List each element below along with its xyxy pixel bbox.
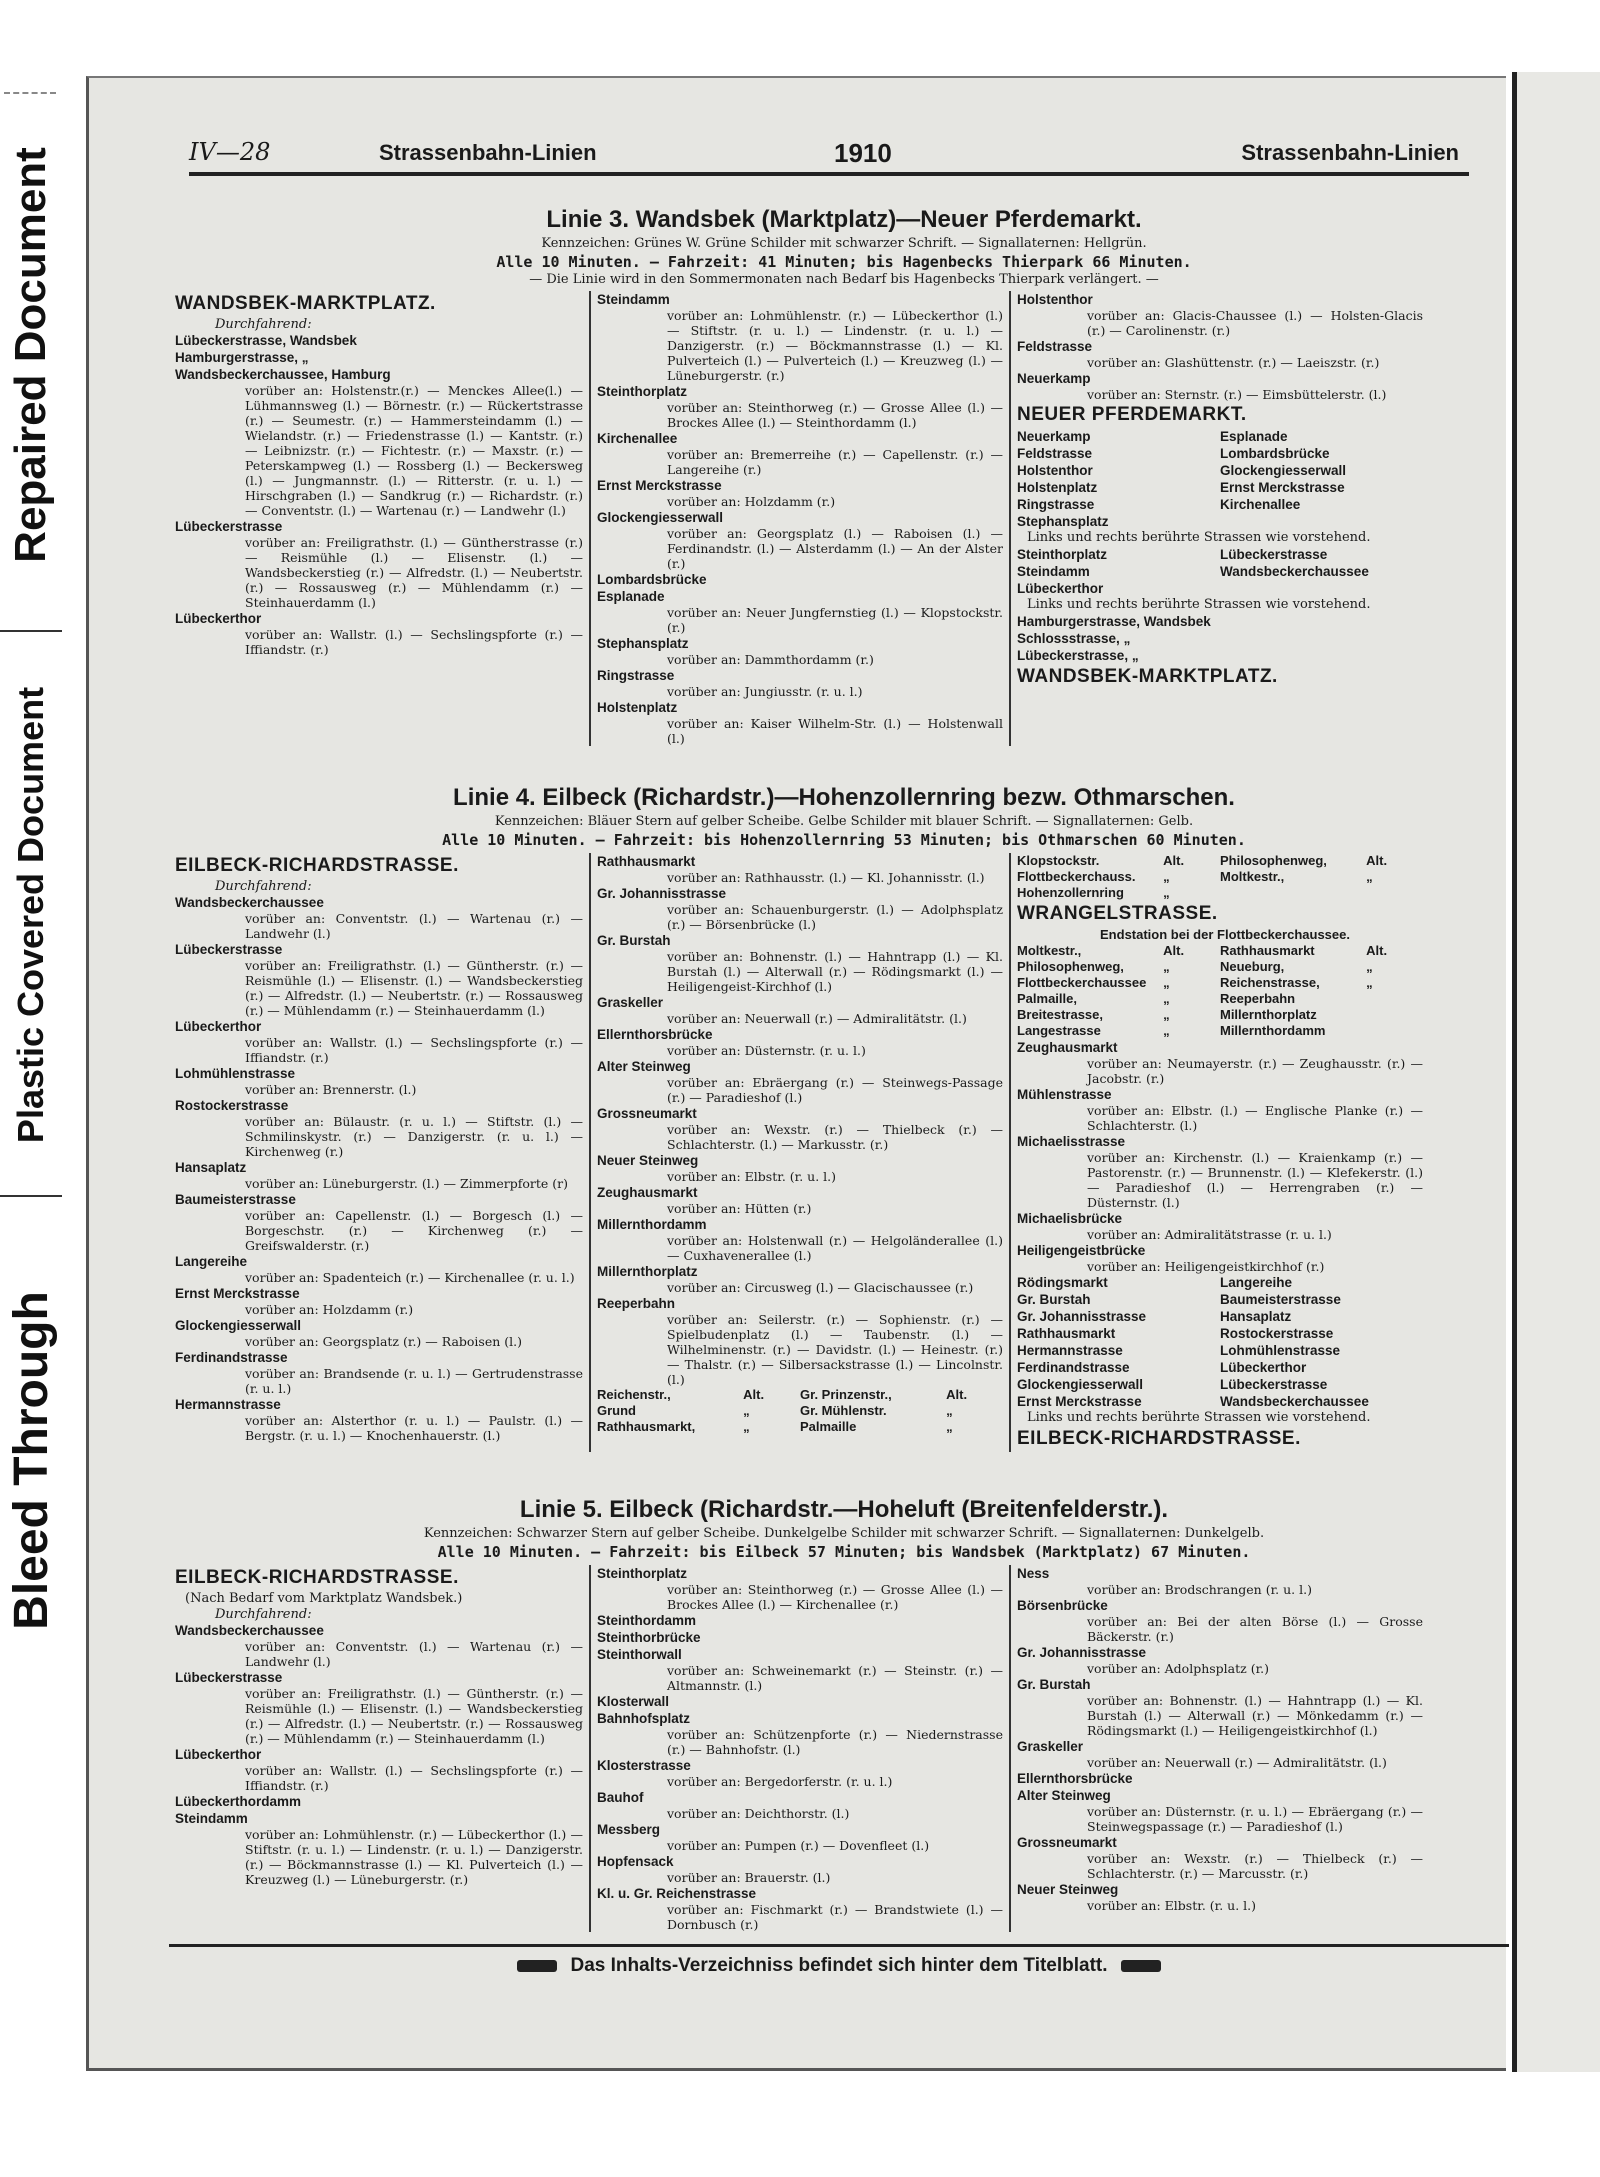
via-text: vorüber an: Dammthordamm (r.) [667, 652, 874, 667]
alt-row: Hohenzollernring „ [1017, 885, 1170, 900]
street: Feldstrasse [1017, 339, 1093, 354]
via-text: vorüber an: Glacis-Chaussee (l.) — Holsten-Glacis (r.) — Carolinenstr. (r.) [1087, 308, 1423, 338]
nach-bedarf-note: (Nach Bedarf vom Marktplatz Wandsbek.) [185, 1591, 463, 1606]
alt-row: Rathhausmarkt, „ Palmaille „ [597, 1419, 953, 1434]
street: Hansaplatz [175, 1160, 247, 1175]
via-text: vorüber an: Bülaustr. (r. u. l.) — Stiftstr. (l.) — Schmilinskystr. (r.) — Danzigerstr. (r. u. l.) — Kirchenweg (r.) [245, 1114, 583, 1159]
header-year: 1910 [834, 138, 892, 168]
linie-4-kennzeichen: Kennzeichen: Bläuer Stern auf gelber Scheibe. Gelbe Schilder mit blauer Schrift. — Signallaternen: Gelb. [494, 814, 1194, 829]
page-header [189, 138, 1469, 176]
via-text: vorüber an: Rathhausstr. (l.) — Kl. Johannisstr. (l.) [667, 870, 985, 885]
street: Kirchenallee [597, 431, 678, 446]
street: Grossneumarkt [597, 1106, 697, 1121]
street: Steinthordamm [597, 1613, 697, 1628]
via-text: vorüber an: Georgsplatz (r.) — Raboisen (l.) [245, 1334, 522, 1349]
adjacent-page-edge [1512, 72, 1600, 2072]
street: Lübeckerthordamm [175, 1794, 302, 1809]
street: Bauhof [597, 1790, 644, 1805]
linie-4-section [169, 784, 1519, 1452]
via-text: vorüber an: Elbstr. (r. u. l.) [1087, 1898, 1257, 1913]
via-text: vorüber an: Freiligrathstr. (l.) — Güntherstr. (r.) — Reismühle (l.) — Elisenstr. (l.) — Wandsbeckerstieg (r.) — Alfredstr. (l.) — Neubertstr. (r.) — Rossausweg (r.) — Mühlendamm (r.) — Steinhauerdamm (l.) [245, 958, 583, 1018]
via-text: vorüber an: Lohmühlenstr. (r.) — Lübeckerthor (l.) — Stiftstr. (r. u. l.) — Lindenstr. (r. u. l.) — Danzigerstr. (r.) — Böckmannstrasse (l.) — Kl. Pulverteich (l.) — Pulverteich (l.) — Kreuzweg (l.) — Lüneburgerstr. (r.) [667, 308, 1003, 383]
via-text: vorüber an: Brandsende (r. u. l.) — Gertrudenstrasse (r. u. l.) [245, 1366, 583, 1396]
street: Wandsbeckerchaussee, Hamburg [175, 367, 391, 382]
linie-3-col-2 [589, 291, 1009, 746]
via-text: vorüber an: Wallstr. (l.) — Sechslingspforte (r.) — Iffiandstr. (r.) [245, 1035, 583, 1065]
street: Lübeckerstrasse [175, 519, 283, 534]
via-text: vorüber an: Steinthorweg (r.) — Grosse Allee (l.) — Brockes Allee (l.) — Steinthordamm (l.) [667, 400, 1003, 430]
via-text: vorüber an: Georgsplatz (l.) — Raboisen (l.) — Ferdinandstr. (l.) — Alsterdamm (l.) — An der Alster (r.) [667, 526, 1003, 571]
via-text: vorüber an: Bei der alten Börse (l.) — Grosse Bäckerstr. (r.) [1087, 1614, 1423, 1644]
street: Neuer Steinweg [597, 1153, 699, 1168]
via-text: vorüber an: Hütten (r.) [667, 1201, 812, 1216]
street: Ellernthorsbrücke [1017, 1771, 1133, 1786]
street: Glockengiesserwall [175, 1318, 302, 1333]
street: Messberg [597, 1822, 661, 1837]
via-text: vorüber an: Wallstr. (l.) — Sechslingspforte (r.) — Iffiandstr. (r.) [245, 1763, 583, 1793]
street: Zeughausmarkt [597, 1185, 698, 1200]
street: Hamburgerstrasse, „ [175, 350, 309, 365]
via-text: vorüber an: Lohmühlenstr. (r.) — Lübeckerthor (l.) — Stiftstr. (r. u. l.) — Lindenstr. (r. u. l.) — Danzigerstr. (r.) — Böckmannstrasse (l.) — Kl. Pulverteich (l.) — Kreuzweg (l.) — Lüneburgerstr. (r.) [245, 1827, 583, 1887]
street: Neuerkamp [1017, 371, 1091, 386]
street: Kl. u. Gr. Reichenstrasse [597, 1886, 757, 1901]
street: Lübeckerstrasse, Wandsbek [175, 333, 357, 348]
linie-3-columns [169, 291, 1519, 746]
via-text: vorüber an: Fischmarkt (r.) — Brandstwiete (l.) — Dornbusch (r.) [667, 1902, 1003, 1932]
via-text: vorüber an: Capellenstr. (l.) — Borgesch (l.) — Borgeschstr. (r.) — Kirchenweg (r.) — Greifswalderstr. (r.) [245, 1208, 583, 1253]
alt-row: Klopstockstr. Alt. Philosophenweg, Alt. [1017, 853, 1388, 868]
durchfahrend-label: Durchfahrend: [215, 317, 312, 332]
street: Heiligengeistbrücke [1017, 1243, 1146, 1258]
linie-5-title: Linie 5. Eilbeck (Richardstr.—Hoheluft (Breitenfelderstr.). [519, 1496, 1169, 1523]
street: Steindamm [175, 1811, 248, 1826]
street: Lübeckerthor [175, 1019, 262, 1034]
header-title-right: Strassenbahn-Linien [1241, 140, 1459, 165]
terminus-name: WANDSBEK-MARKTPLATZ. [175, 293, 436, 314]
endstation-note: Endstation bei der Flottbeckerchaussee. [1100, 927, 1350, 942]
linie-4-columns [169, 853, 1519, 1452]
alt-row: Flottbeckerchauss. „ Moltkestr., „ [1017, 869, 1373, 884]
header-title-left: Strassenbahn-Linien [379, 140, 597, 165]
via-text: vorüber an: Jungiusstr. (r. u. l.) [667, 684, 863, 699]
return-pairs: Neuerkamp Esplanade Feldstrasse Lombardsbrücke Holstenthor Glockengiesserwall Holstenplatz Ernst Merckstrasse Ringstrasse Kirchenallee Stephansplatz [1017, 429, 1347, 529]
via-text: vorüber an: Brodschrangen (r. u. l.) [1087, 1582, 1312, 1597]
linie-3-note: — Die Linie wird in den Sommermonaten nach Bedarf bis Hagenbecks Thierpark verlängert. — [529, 272, 1159, 287]
via-text: vorüber an: Wallstr. (l.) — Sechslingspforte (r.) — Iffiandstr. (r.) [245, 627, 583, 657]
via-text: vorüber an: Elbstr. (l.) — Englische Planke (r.) — Schlachterstr. (l.) [1087, 1103, 1423, 1133]
street: Steinthorbrücke [597, 1630, 701, 1645]
linie-4-col-3: Klopstockstr. Alt. Philosophenweg, Alt. Flottbeckerchauss. „ Moltkestr., „ Hohenzollernring „ WRANGELSTRASSE. Endstation bei der Flottbeckerchaussee. Moltkestr., Alt. Rathhausmarkt Alt. Philosophenweg, „ Neueburg, „ Flottbeckerchaussee „ Reichenstrasse, „ Palmaille, „ Reeperbahn Breitestrasse, „ Millernthorplatz Langestrasse „ Millernthordamm Zeughausmarkt vorüber an: Neumayerstr. (r.) — Zeughausstr. (r.) — Jacobstr. (r.) Mühlenstrasse vorüber an: Elbstr. (l.) — Englische Planke (r.) — Schlachterstr. (l.) Michaelisstrasse vorüber an: Kirchenstr. (l.) — Kraienkamp (r.) — Pastorenstr. (r.) — Brunnenstr. (l.) — Klefekerstr. (l.) — Paradieshof (l.) — Herrengraben (r.) — Düsternstr. (l.) Michaelisbrücke vorüber an: Admiralitätstrasse (r. u. l.) Heiligengeistbrücke vorüber an: Heiligengeistkirchhof (r.) Rödingsmarkt Langereihe Gr. Burstah Baumeisterstrasse Gr. Johannisstrasse Hansaplatz Rathhausmarkt Rostockerstrasse Hermannstrasse Lohmühlenstrasse Ferdinandstrasse Lübeckerthor Glockengiesserwall Lübeckerstrasse Ernst Merckstrasse Wandsbeckerchaussee Links und rechts berührte Strassen wie vorstehend. EILBECK-RICHARDSTRASSE. [1009, 853, 1429, 1452]
via-text: vorüber an: Glashüttenstr. (r.) — Laeiszstr. (r.) [1087, 355, 1380, 370]
linie-5-frequency: Alle 10 Minuten. — Fahrzeit: bis Eilbeck 57 Minuten; bis Wandsbek (Marktplatz) 67 Minuten. [437, 1543, 1251, 1561]
via-text: vorüber an: Holstenwall (r.) — Helgoländerallee (l.) — Cuxhavenerallee (l.) [667, 1233, 1003, 1263]
via-text: vorüber an: Wexstr. (r.) — Thielbeck (r.) — Schlachterstr. (r.) — Marcusstr. (r.) [1087, 1851, 1423, 1881]
side-label-bleed: Bleed Through [4, 1290, 58, 1630]
linie-5-col-3 [1009, 1565, 1429, 1932]
street: Stephansplatz [597, 636, 689, 651]
street: Alter Steinweg [597, 1059, 691, 1074]
via-text: vorüber an: Neumayerstr. (r.) — Zeughausstr. (r.) — Jacobstr. (r.) [1087, 1056, 1423, 1086]
street: Lübeckerthor [175, 1747, 262, 1762]
alt-row: Flottbeckerchaussee „ Reichenstrasse, „ [1017, 975, 1373, 990]
street: Rathhausmarkt [597, 854, 696, 869]
street: Lübeckerthor [175, 611, 262, 626]
street: Baumeisterstrasse [175, 1192, 296, 1207]
via-text: vorüber an: Freiligrathstr. (l.) — Güntherstr. (r.) — Reismühle (l.) — Elisenstr. (l.) — Wandsbeckerstieg (r.) — Alfredstr. (l.) — Neubertstr. (r.) — Rossausweg (r.) — Mühlendamm (r.) — Steinhauerdamm (l.) [245, 1686, 583, 1746]
via-text: vorüber an: Holzdamm (r.) [667, 494, 836, 509]
links-rechts-note: Links und rechts berührte Strassen wie vorstehend. [1027, 530, 1371, 545]
street: Millernthorplatz [597, 1264, 698, 1279]
street: Neuer Steinweg [1017, 1882, 1119, 1897]
street: Reeperbahn [597, 1296, 676, 1311]
street: Rostockerstrasse [175, 1098, 289, 1113]
pointing-hand-icon [517, 1960, 557, 1972]
street: Alter Steinweg [1017, 1788, 1111, 1803]
via-text: vorüber an: Bergedorferstr. (r. u. l.) [667, 1774, 893, 1789]
via-text: vorüber an: Bohnenstr. (l.) — Hahntrapp (l.) — Kl. Burstah (l.) — Alterwall (r.) — Mönkedamm (r.) — Rödingsmarkt (l.) — Heiligengeistkirchhof (l.) [1087, 1693, 1423, 1738]
linie-3-kennzeichen: Kennzeichen: Grünes W. Grüne Schilder mit schwarzer Schrift. — Signallaternen: Hellgrün. [541, 236, 1147, 251]
street: Klosterwall [597, 1694, 670, 1709]
alt-row: Langestrasse „ Millernthordamm [1017, 1023, 1326, 1038]
via-text: vorüber an: Alsterthor (r. u. l.) — Paulstr. (l.) — Bergstr. (r. u. l.) — Knochenhauerstr. (l.) [245, 1413, 583, 1443]
street: Langereihe [175, 1254, 248, 1269]
via-text: vorüber an: Holzdamm (r.) [245, 1302, 414, 1317]
via-text: vorüber an: Schauenburgerstr. (l.) — Adolphsplatz (r.) — Börsenbrücke (l.) [667, 902, 1003, 932]
street: Hamburgerstrasse, Wandsbek [1017, 614, 1211, 629]
via-text: vorüber an: Spadenteich (r.) — Kirchenallee (r. u. l.) [245, 1270, 575, 1285]
durchfahrend-label: Durchfahrend: [215, 1607, 312, 1622]
linie-5-columns [169, 1565, 1519, 1932]
alt-row: Palmaille, „ Reeperbahn [1017, 991, 1296, 1006]
alt-row: Reichenstr., Alt. Gr. Prinzenstr., Alt. [597, 1387, 968, 1402]
linie-5-col-2 [589, 1565, 1009, 1932]
linie-3-col-3: Holstenthor vorüber an: Glacis-Chaussee (l.) — Holsten-Glacis (r.) — Carolinenstr. (r.) Feldstrasse vorüber an: Glashüttenstr. (r.) — Laeiszstr. (r.) Neuerkamp vorüber an: Sternstr. (r.) — Eimsbüttelerstr. (l.) NEUER PFERDEMARKT. Neuerkamp Esplanade Feldstrasse Lombardsbrücke Holstenthor Glockengiesserwall Holstenplatz Ernst Merckstrasse Ringstrasse Kirchenallee Stephansplatz Links und rechts berührte Strassen wie vorstehend. Steinthorplatz Lübeckerstrasse Steindamm Wandsbeckerchaussee Lübeckerthor Links und rechts berührte Strassen wie vorstehend. Hamburgerstrasse, Wandsbek Schlossstrasse, „ Lübeckerstrasse, „ WANDSBEK-MARKTPLATZ. [1009, 291, 1429, 746]
street: Glockengiesserwall [597, 510, 724, 525]
street: Holstenplatz [597, 700, 678, 715]
street: Lübeckerstrasse [175, 1670, 283, 1685]
street: Michaelisstrasse [1017, 1134, 1126, 1149]
street: Graskeller [597, 995, 664, 1010]
footer-text: Das Inhalts-Verzeichniss befindet sich hinter dem Titelblatt. [570, 1955, 1108, 1976]
terminus-name: EILBECK-RICHARDSTRASSE. [175, 855, 459, 876]
via-text: vorüber an: Düsternstr. (r. u. l.) — Ebräergang (r.) — Steinwegspassage (r.) — Paradieshof (l.) [1087, 1804, 1423, 1834]
via-text: vorüber an: Bohnenstr. (l.) — Hahntrapp (l.) — Kl. Burstah (l.) — Alterwall (r.) — Rödingsmarkt (l.) — Heiligengeist-Kirchhof (l.) [667, 949, 1003, 994]
terminus-name: WRANGELSTRASSE. [1017, 903, 1218, 924]
via-text: vorüber an: Deichthorstr. (l.) [667, 1806, 850, 1821]
via-text: vorüber an: Holstenstr.(r.) — Menckes Allee(l.) — Lühmannsweg (l.) — Börnestr. (r.) — Rückertstrasse (r.) — Seumestr. (r.) — Hammersteindamm (l.) — Wielandstr. (r.) — Friedenstrasse (l.) — Kantstr. (r.) — Leibnizstr. (r.) — Fichtestr. (r.) — Maxstr. (r.) — Peterskampweg (l.) — Rossberg (l.) — Beckersweg (l.) — Jungmannstr. (l.) — Ritterstr. (r. u. l.) — Hirschgraben (l.) — Sandkrug (r.) — Richardstr. (r.) — Conventstr. (l.) — Wartenau (r.) — Landwehr (l.) [245, 383, 583, 518]
via-text: vorüber an: Schützenpforte (r.) — Niedernstrasse (r.) — Bahnhofstr. (l.) [667, 1727, 1003, 1757]
terminus-name: EILBECK-RICHARDSTRASSE. [1017, 1428, 1301, 1449]
street: Ernst Merckstrasse [175, 1286, 300, 1301]
linie-4-frequency: Alle 10 Minuten. — Fahrzeit: bis Hohenzollernring 53 Minuten; bis Othmarschen 60 Minuten. [442, 831, 1246, 849]
alt-row: Moltkestr., Alt. Rathhausmarkt Alt. [1017, 943, 1388, 958]
via-text: vorüber an: Lüneburgerstr. (l.) — Zimmerpforte (r) [245, 1176, 569, 1191]
street: Schlossstrasse, „ [1017, 631, 1131, 646]
street: Millernthordamm [597, 1217, 707, 1232]
via-text: vorüber an: Neuerwall (r.) — Admiralitätstr. (l.) [1087, 1755, 1387, 1770]
via-text: vorüber an: Brauerstr. (l.) [667, 1870, 831, 1885]
terminus-name: NEUER PFERDEMARKT. [1017, 404, 1247, 425]
via-text: vorüber an: Admiralitätstrasse (r. u. l.) [1087, 1227, 1332, 1242]
via-text: vorüber an: Steinthorweg (r.) — Grosse Allee (l.) — Brockes Allee (l.) — Kirchenallee (r.) [667, 1582, 1003, 1612]
street: Mühlenstrasse [1017, 1087, 1112, 1102]
via-text: vorüber an: Neuerwall (r.) — Admiralitätstr. (l.) [667, 1011, 967, 1026]
street: Steinthorplatz [597, 1566, 687, 1581]
via-text: vorüber an: Pumpen (r.) — Dovenfleet (l.) [667, 1838, 930, 1853]
street: Hopfensack [597, 1854, 674, 1869]
street: Steinthorwall [597, 1647, 682, 1662]
via-text: vorüber an: Adolphsplatz (r.) [1087, 1661, 1270, 1676]
street: Ringstrasse [597, 668, 675, 683]
street: Gr. Burstah [1017, 1677, 1091, 1692]
street: Steindamm [597, 292, 670, 307]
street: Lohmühlenstrasse [175, 1066, 296, 1081]
street: Holstenthor [1017, 292, 1093, 307]
via-text: vorüber an: Elbstr. (r. u. l.) [667, 1169, 837, 1184]
via-text: vorüber an: Conventstr. (l.) — Wartenau (r.) — Landwehr (l.) [245, 1639, 583, 1669]
street: Hermannstrasse [175, 1397, 281, 1412]
side-labels [0, 80, 62, 1720]
street: Michaelisbrücke [1017, 1211, 1123, 1226]
via-text: vorüber an: Freiligrathstr. (l.) — Güntherstrasse (r.) — Reismühle (l.) — Elisenstr. (l.) — Wandsbeckerstieg (r.) — Alfredstr. (l.) — Neubertstr. (r.) — Rossausweg (r.) — Mühlendamm (r.) — Steinhauerdamm (l.) [245, 535, 583, 610]
street: Wandsbeckerchaussee [175, 1623, 324, 1638]
page-number: IV—28 [189, 138, 271, 166]
via-text: vorüber an: Kaiser Wilhelm-Str. (l.) — Holstenwall (l.) [667, 716, 1003, 746]
terminus-name: EILBECK-RICHARDSTRASSE. [175, 1567, 459, 1588]
via-text: vorüber an: Wexstr. (r.) — Thielbeck (r.) — Schlachterstr. (l.) — Markusstr. (r.) [667, 1122, 1003, 1152]
street: Lombardsbrücke [597, 572, 707, 587]
linie-3-title: Linie 3. Wandsbek (Marktplatz)—Neuer Pferdemarkt. [546, 206, 1142, 233]
linie-5-kennzeichen: Kennzeichen: Schwarzer Stern auf gelber Scheibe. Dunkelgelbe Schilder mit schwarzer Schrift. — Signallaternen: Dunkelgelb. [423, 1526, 1265, 1541]
street: Börsenbrücke [1017, 1598, 1108, 1613]
street: Bahnhofsplatz [597, 1711, 690, 1726]
street: Gr. Johannisstrasse [1017, 1645, 1147, 1660]
linie-5-section [169, 1496, 1519, 1932]
alt-row: Grund „ Gr. Mühlenstr. „ [597, 1403, 953, 1418]
via-text: vorüber an: Neuer Jungfernstieg (l.) — Klopstockstr. (r.) [667, 605, 1003, 635]
street: Ernst Merckstrasse [597, 478, 722, 493]
via-text: vorüber an: Seilerstr. (r.) — Sophienstr. (r.) — Spielbudenplatz (l.) — Taubenstr. (l.) — Wilhelminenstr. (r.) — Davidstr. (l.) — Heinestr. (r.) — Thalstr. (r.) — Silbersackstrasse (l.) — Lincolnstr. (l.) [667, 1312, 1003, 1387]
street: Grossneumarkt [1017, 1835, 1117, 1850]
street: Wandsbeckerchaussee [175, 895, 324, 910]
street: Zeughausmarkt [1017, 1040, 1118, 1055]
via-text: vorüber an: Düsternstr. (r. u. l.) [667, 1043, 866, 1058]
street: Lübeckerstrasse [175, 942, 283, 957]
via-text: vorüber an: Sternstr. (r.) — Eimsbüttelerstr. (l.) [1087, 387, 1387, 402]
street: Lübeckerstrasse, „ [1017, 648, 1139, 663]
via-text: vorüber an: Brennerstr. (l.) [245, 1082, 417, 1097]
links-rechts-note: Links und rechts berührte Strassen wie vorstehend. [1027, 1410, 1371, 1425]
via-text: vorüber an: Conventstr. (l.) — Wartenau (r.) — Landwehr (l.) [245, 911, 583, 941]
linie-3-col-1 [169, 291, 589, 746]
scanned-page [86, 76, 1506, 2071]
street: Gr. Johannisstrasse [597, 886, 727, 901]
linie-4-title: Linie 4. Eilbeck (Richardstr.)—Hohenzollernring bezw. Othmarschen. [453, 784, 1235, 811]
alt-row: Philosophenweg, „ Neueburg, „ [1017, 959, 1373, 974]
street: Graskeller [1017, 1739, 1084, 1754]
side-label-plastic: Plastic Covered Document [0, 635, 62, 1197]
linie-3-section [169, 206, 1519, 746]
via-text: vorüber an: Bremerreihe (r.) — Capellenstr. (r.) — Langereihe (r.) [667, 447, 1003, 477]
via-text: vorüber an: Ebräergang (r.) — Steinwegs-Passage (r.) — Paradieshof (l.) [667, 1075, 1003, 1105]
page-footer [169, 1944, 1509, 1977]
street: Gr. Burstah [597, 933, 671, 948]
street: Ellernthorsbrücke [597, 1027, 713, 1042]
terminus-name: WANDSBEK-MARKTPLATZ. [1017, 666, 1278, 687]
pointing-hand-icon [1121, 1960, 1161, 1972]
street: Esplanade [597, 589, 665, 604]
durchfahrend-label: Durchfahrend: [215, 879, 312, 894]
alt-row: Breitestrasse, „ Millernthorplatz [1017, 1007, 1317, 1022]
street: Klosterstrasse [597, 1758, 691, 1773]
linie-3-frequency: Alle 10 Minuten. — Fahrzeit: 41 Minuten; bis Hagenbecks Thierpark 66 Minuten. [496, 253, 1192, 271]
links-rechts-note: Links und rechts berührte Strassen wie vorstehend. [1027, 597, 1371, 612]
linie-4-col-2 [589, 853, 1009, 1452]
street: Steinthorplatz [597, 384, 687, 399]
via-text: vorüber an: Kirchenstr. (l.) — Kraienkamp (r.) — Pastorenstr. (r.) — Brunnenstr. (l.) — Klefekerstr. (l.) — Paradieshof (l.) — Herrengraben (r.) — Düsternstr. (l.) [1087, 1150, 1423, 1210]
linie-4-col-1 [169, 853, 589, 1452]
via-text: vorüber an: Heiligengeistkirchhof (r.) [1087, 1259, 1325, 1274]
via-text: vorüber an: Schweinemarkt (r.) — Steinstr. (r.) — Altmannstr. (l.) [667, 1663, 1003, 1693]
street: Ness [1017, 1566, 1050, 1581]
side-label-repaired: Repaired Document [0, 80, 62, 632]
street: Ferdinandstrasse [175, 1350, 288, 1365]
linie-5-col-1 [169, 1565, 589, 1932]
via-text: vorüber an: Circusweg (l.) — Glacischaussee (r.) [667, 1280, 974, 1295]
